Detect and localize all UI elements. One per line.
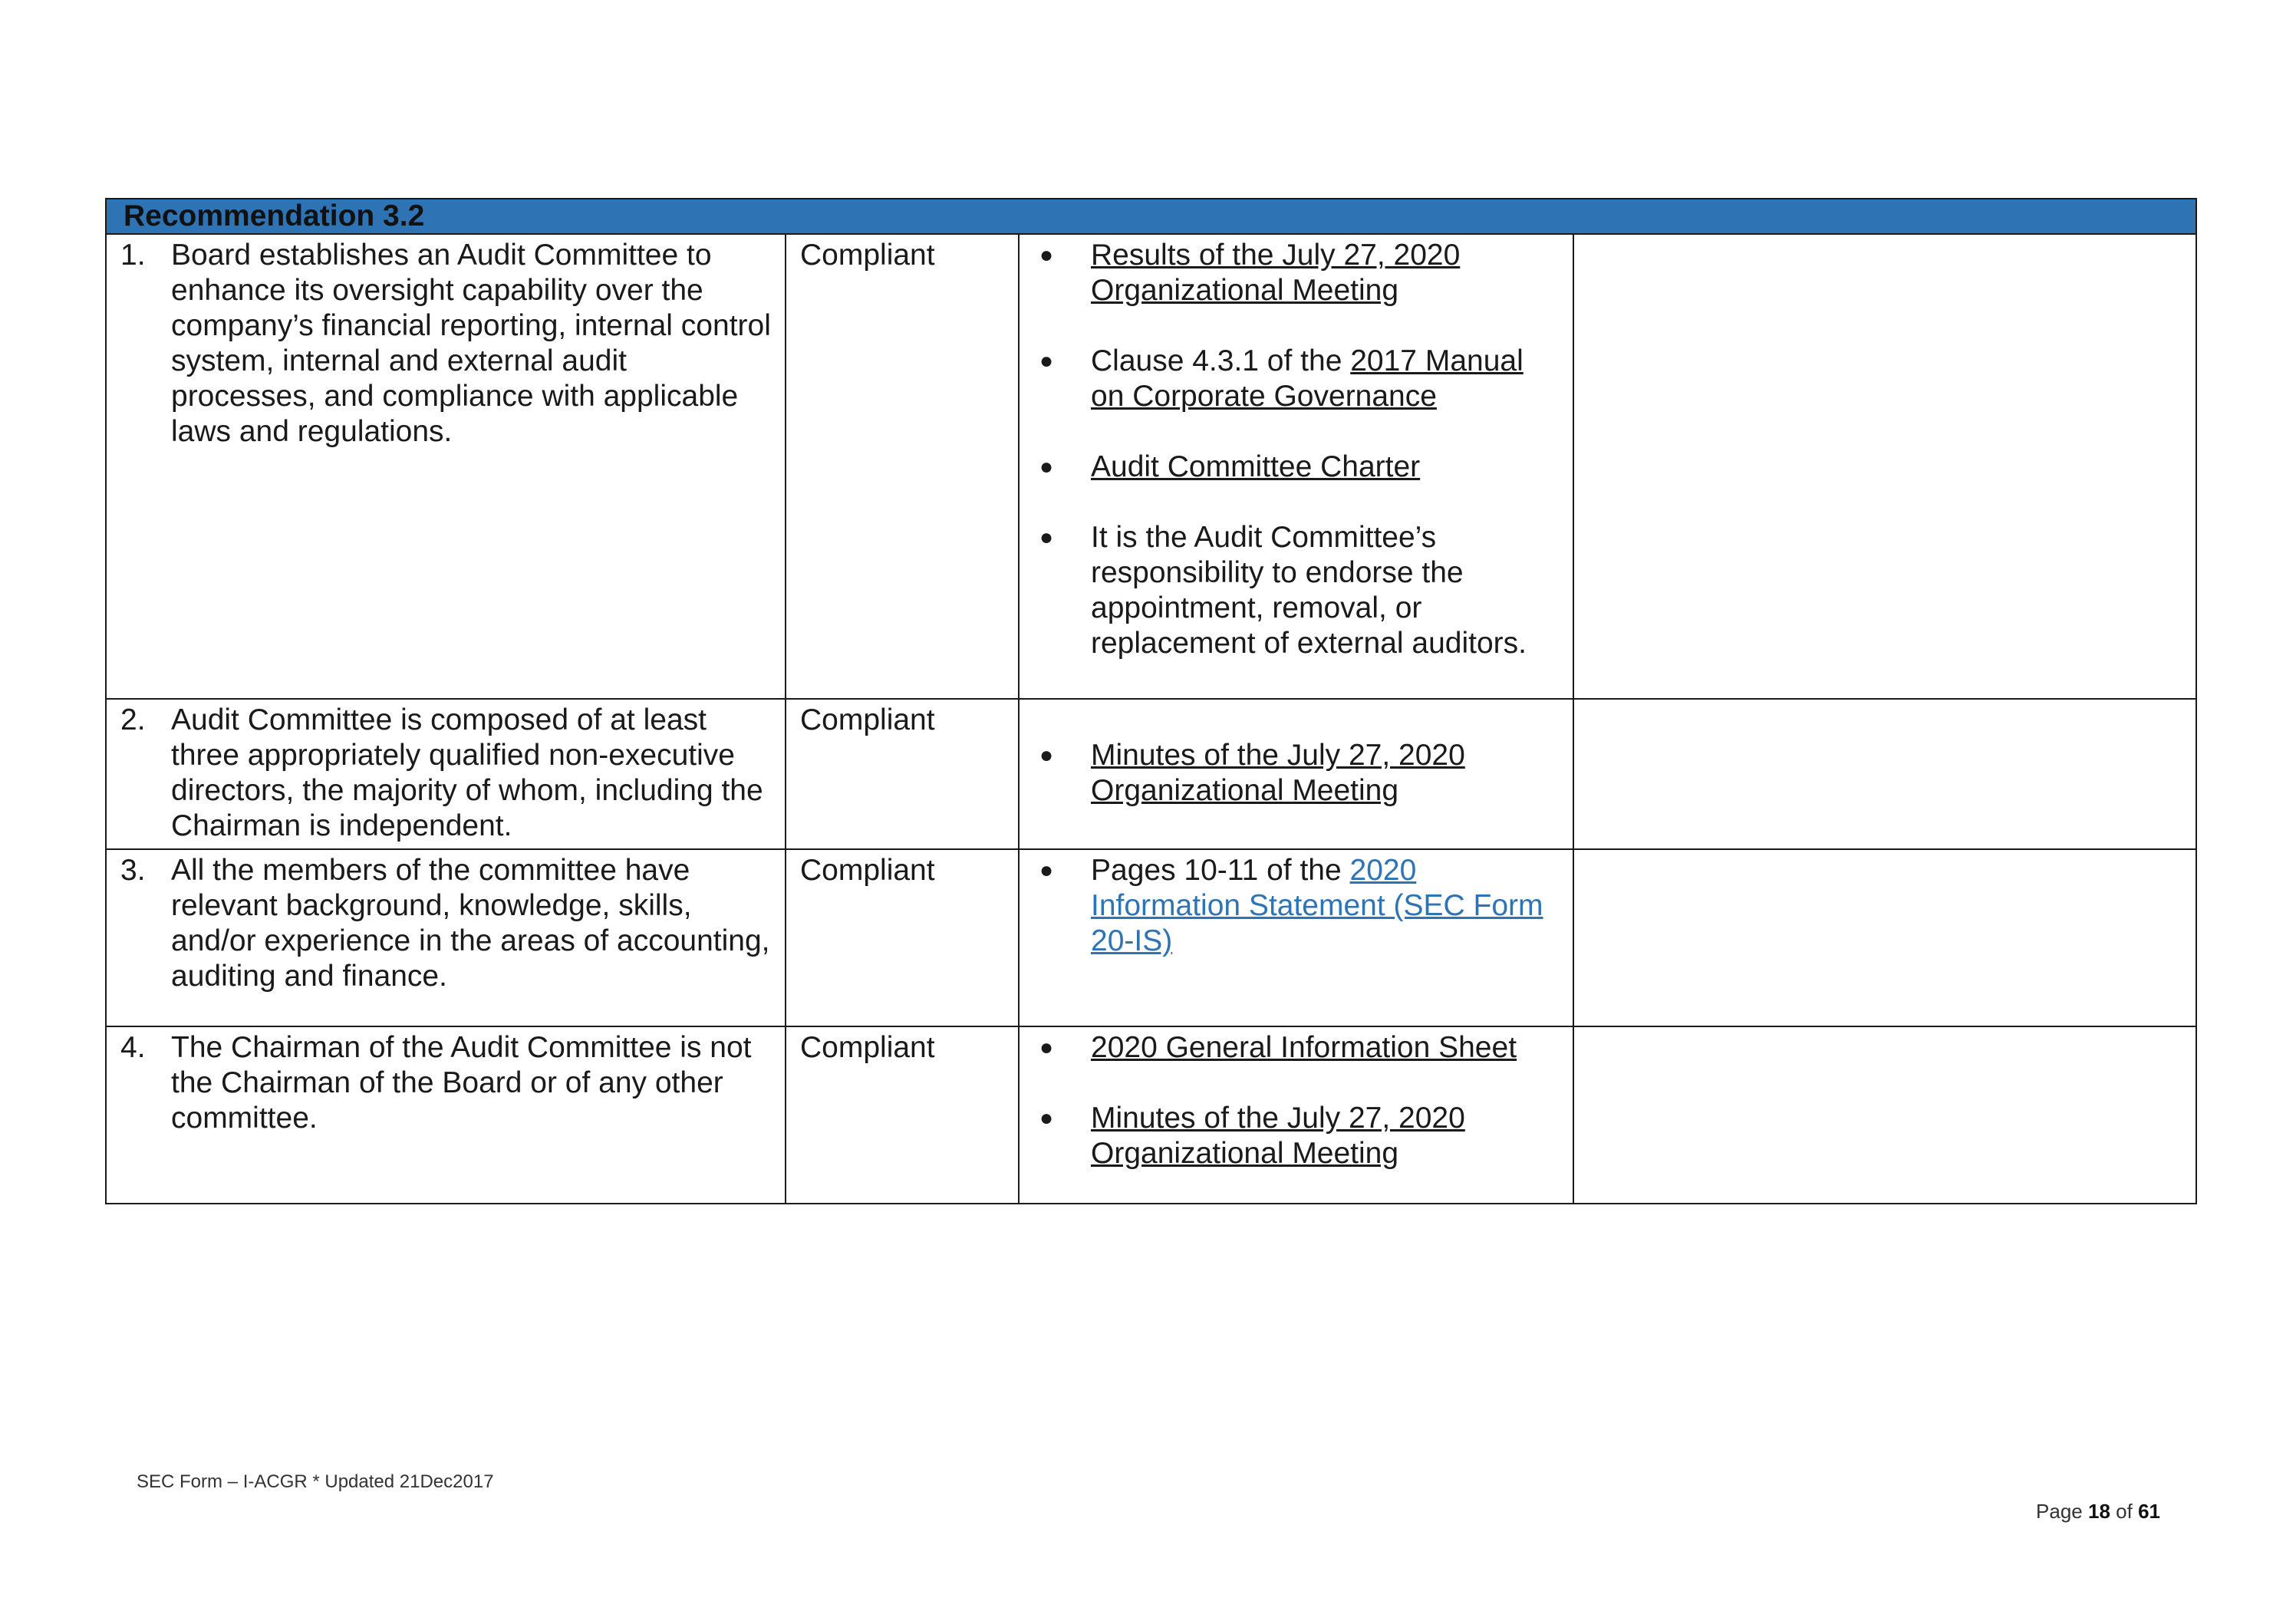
page-number [2036, 1500, 2160, 1524]
acgr-compliance-table [105, 198, 2197, 1204]
bullet-icon: ● [1039, 242, 1054, 268]
recommendation-text: The Chairman of the Audit Committee is not the Chairman of the Board or of any other committee. [171, 1031, 752, 1135]
status-cell: Compliant [786, 234, 1019, 699]
bullet-icon: ● [1039, 525, 1054, 550]
evidence-text: Clause 4.3.1 of the [1091, 344, 1351, 377]
form-footer-label: SEC Form – I-ACGR * Updated 21Dec2017 [137, 1471, 494, 1492]
document-link[interactable]: 2017 Manual on Corporate Governance [1091, 344, 1524, 413]
document-link[interactable]: 2020 Information Statement (SEC Form 20-IS) [1091, 854, 1543, 957]
table-row [106, 1026, 2196, 1204]
recommendation-cell [106, 234, 786, 699]
evidence-list [1033, 238, 1559, 661]
recommendation-text: Board establishes an Audit Committee to enhance its oversight capability over the company’s financial reporting, internal control system, internal and external audit processes, and compliance with applicable laws and regulations. [171, 239, 771, 448]
bullet-icon: ● [1039, 858, 1054, 883]
bullet-icon: ● [1039, 348, 1054, 374]
list-item [1033, 238, 1559, 308]
document-link[interactable]: 2020 General Information Sheet [1091, 1031, 1517, 1064]
explanation-cell [1019, 849, 1573, 1026]
status-cell: Compliant [786, 1026, 1019, 1204]
page-total: 61 [2138, 1500, 2160, 1523]
explanation-cell [1019, 699, 1573, 849]
evidence-text: It is the Audit Committee’s responsibility to endorse the appointment, removal, or replacement of external auditors. [1091, 521, 1527, 660]
item-number: 4. [120, 1031, 146, 1064]
table-row [106, 849, 2196, 1026]
recommendation-text: All the members of the committee have relevant background, knowledge, skills, and/or experience in the areas of accounting, auditing and finance. [171, 854, 770, 993]
evidence-text: Pages 10-11 of the [1091, 854, 1350, 887]
list-item [1033, 853, 1559, 959]
status-cell: Compliant [786, 699, 1019, 849]
list-item [1033, 1030, 1559, 1066]
explanation-cell [1019, 1026, 1573, 1204]
bullet-icon: ● [1039, 1105, 1054, 1131]
evidence-list [1033, 1030, 1559, 1171]
recommendation-cell [106, 849, 786, 1026]
document-link[interactable]: Results of the July 27, 2020 Organizational Meeting [1091, 239, 1461, 307]
table-row [106, 699, 2196, 849]
bullet-icon: ● [1039, 454, 1054, 479]
recommendation-text: Audit Committee is composed of at least three appropriately qualified non-executive directors, the majority of whom, including the Chairman is independent. [171, 703, 763, 842]
bullet-icon: ● [1039, 1035, 1054, 1060]
page-current: 18 [2088, 1500, 2110, 1523]
list-item [1033, 520, 1559, 661]
remarks-cell [1573, 234, 2196, 699]
list-item [1033, 344, 1559, 414]
evidence-list [1033, 853, 1559, 959]
list-item [1033, 450, 1559, 485]
remarks-cell [1573, 1026, 2196, 1204]
page-of: of [2116, 1500, 2133, 1523]
status-cell: Compliant [786, 849, 1019, 1026]
page-word: Page [2036, 1500, 2083, 1523]
item-number: 2. [120, 703, 146, 736]
document-link[interactable]: Minutes of the July 27, 2020 Organizational Meeting [1091, 739, 1465, 807]
list-item [1033, 738, 1559, 809]
item-number: 3. [120, 854, 146, 887]
document-link[interactable]: Minutes of the July 27, 2020 Organizational Meeting [1091, 1102, 1465, 1170]
item-number: 1. [120, 239, 146, 272]
bullet-icon: ● [1039, 743, 1054, 768]
recommendation-cell [106, 699, 786, 849]
recommendation-cell [106, 1026, 786, 1204]
evidence-list [1033, 738, 1559, 809]
section-header-row [106, 199, 2196, 234]
document-link[interactable]: Audit Committee Charter [1091, 450, 1421, 483]
list-item [1033, 1101, 1559, 1171]
remarks-cell [1573, 849, 2196, 1026]
explanation-cell [1019, 234, 1573, 699]
table-row [106, 234, 2196, 699]
remarks-cell [1573, 699, 2196, 849]
section-header: Recommendation 3.2 [106, 199, 2196, 234]
